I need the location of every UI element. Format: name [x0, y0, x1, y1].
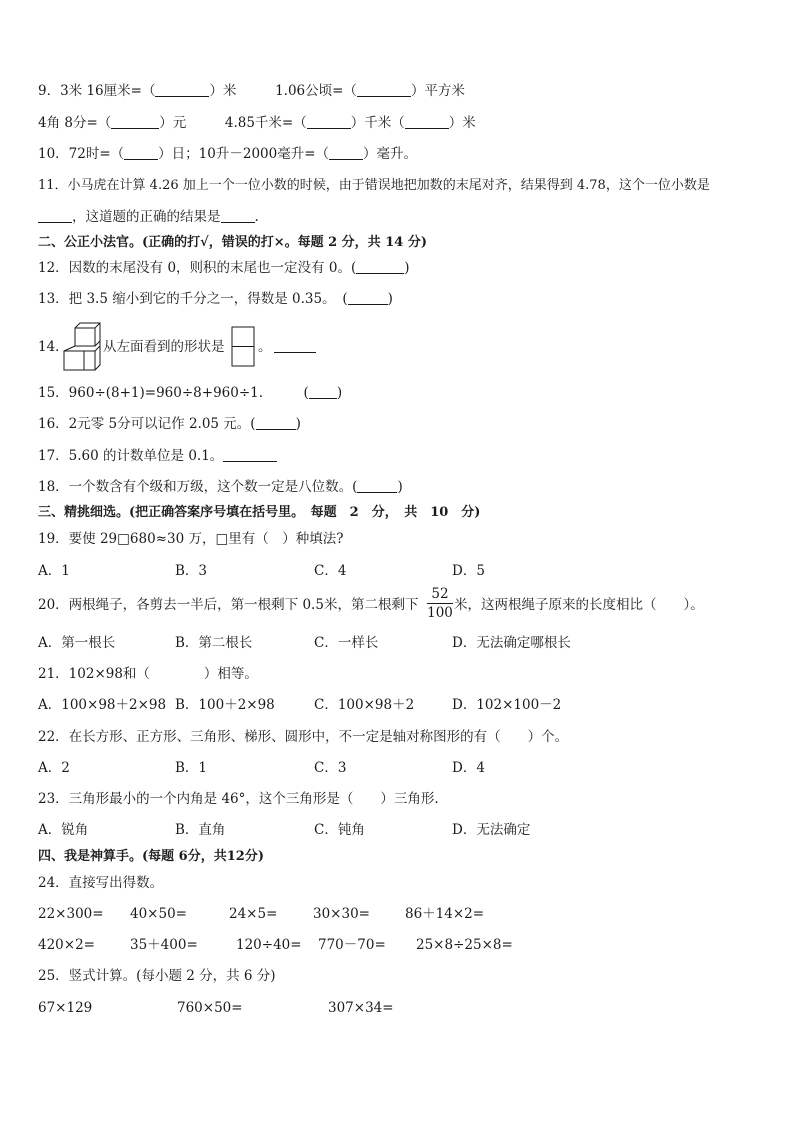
q19-option-c[interactable]: C．4 [314, 563, 347, 579]
section-4-heading: 四、我是神算手。(每题 6分，共12分) [38, 849, 264, 864]
stacked-cubes-figure [63, 322, 101, 372]
q10-part-a: 10．72时=（ [38, 146, 125, 162]
q24-r2-c2: 35＋400= [130, 937, 198, 953]
q22-option-d[interactable]: D．4 [452, 760, 485, 776]
q19-option-b[interactable]: B．3 [175, 563, 208, 579]
q13-text: 13．把 3.5 缩小到它的千分之一，得数是 0.35。 ( [38, 291, 348, 307]
answer-blank[interactable] [256, 415, 296, 430]
q24-r2-c4: 770－70= [318, 937, 386, 953]
q24-r1-c2: 40×50= [130, 906, 187, 922]
q22-option-b[interactable]: B．1 [175, 760, 208, 776]
q11-mid: ，这道题的正确的结果是 [72, 209, 221, 225]
answer-blank[interactable] [357, 478, 397, 493]
question-23: 23．三角形最小的一个内角是 46°，这个三角形是（ ）三角形. [38, 791, 439, 807]
q20-option-a[interactable]: A．第一根长 [38, 635, 116, 651]
answer-blank[interactable] [309, 384, 337, 399]
question-20-text-a: 20．两根绳子，各剪去一半后，第一根剩下 0.5米，第二根剩下 [38, 597, 419, 613]
question-16 [38, 415, 301, 433]
q22-option-a[interactable]: A．2 [38, 760, 70, 776]
section-3-heading: 三、精挑细选。(把正确答案序号填在括号里。 每题 2 分， 共 10 分) [38, 505, 481, 520]
question-9-line-2 [38, 114, 476, 132]
q9-part-d-mid: ）千米（ [350, 115, 405, 131]
q20-option-c[interactable]: C．一样长 [314, 635, 379, 651]
q21-option-b[interactable]: B．100＋2×98 [175, 697, 275, 713]
question-14-number: 14． [38, 339, 69, 355]
q21-option-a[interactable]: A．100×98＋2×98 [38, 697, 167, 713]
q18-end: ) [397, 479, 403, 495]
q25-item-3: 307×34= [328, 1000, 394, 1016]
answer-blank[interactable] [274, 338, 316, 353]
q23-option-a[interactable]: A．锐角 [38, 822, 89, 838]
q12-end: ) [404, 260, 410, 276]
answer-blank[interactable] [111, 114, 159, 129]
q21-option-d[interactable]: D．102×100－2 [452, 697, 562, 713]
q20-option-d[interactable]: D．无法确定哪根长 [452, 635, 571, 651]
answer-blank[interactable] [155, 82, 209, 97]
q23-option-c[interactable]: C．钝角 [314, 822, 365, 838]
fraction-52-over-100 [427, 586, 453, 621]
question-22: 22．在长方形、正方形、三角形、梯形、圆形中，不一定是轴对称图形的有（ ）个。 [38, 729, 569, 745]
answer-blank[interactable] [221, 208, 255, 223]
q24-r1-c1: 22×300= [38, 906, 104, 922]
question-13 [38, 290, 393, 308]
q16-text: 16．2元零 5分可以记作 2.05 元。( [38, 416, 256, 432]
answer-blank[interactable] [356, 259, 404, 274]
q16-end: ) [295, 416, 301, 432]
q24-r1-c3: 24×5= [229, 906, 278, 922]
answer-blank[interactable] [223, 447, 277, 462]
q11-end: . [254, 209, 259, 225]
fraction-numerator: 52 [431, 586, 449, 602]
q10-part-c: ）毫升。 [363, 146, 418, 162]
q9-part-c: 4角 8分=（ [38, 115, 112, 131]
q9-part-a: 9．3米 16厘米=（ [38, 83, 156, 99]
q15-text: 15．960÷(8+1)=960÷8+960÷1. ( [38, 385, 309, 401]
q12-text: 12．因数的末尾没有 0，则积的末尾也一定没有 0。( [38, 260, 357, 276]
q13-end: ) [387, 291, 393, 307]
question-14-text [103, 338, 225, 356]
q9-part-c-unit: ）元 [159, 115, 187, 131]
q25-item-2: 760×50= [177, 1000, 243, 1016]
question-24: 24．直接写出得数。 [38, 875, 164, 891]
answer-blank[interactable] [124, 145, 158, 160]
q24-r2-c3: 120÷40= [236, 937, 302, 953]
question-11-line-1 [38, 177, 710, 195]
section-2-heading: 二、公正小法官。(正确的打√，错误的打×。每题 2 分，共 14 分) [38, 235, 427, 250]
q10-part-b: ）日；10升－2000毫升=（ [158, 146, 330, 162]
q20-option-b[interactable]: B．第二根长 [175, 635, 253, 651]
q9-part-b-unit: ）平方米 [410, 83, 465, 99]
q25-item-1: 67×129 [38, 1000, 93, 1016]
q9-part-d-unit: ）米 [448, 115, 476, 131]
answer-blank[interactable] [329, 145, 363, 160]
side-view-figure [231, 326, 256, 368]
q17-text: 17．5.60 的计数单位是 0.1。 [38, 448, 224, 464]
q19-option-a[interactable]: A．1 [38, 563, 70, 579]
q15-end: ) [336, 385, 343, 401]
question-12 [38, 259, 410, 277]
answer-blank[interactable] [38, 208, 72, 223]
q9-part-b: 1.06公顷=（ [275, 83, 357, 99]
q9-part-a-unit: ）米 [209, 83, 237, 99]
question-21: 21．102×98和（ ）相等。 [38, 666, 258, 682]
question-19: 19．要使 29□680≈30 万，□里有（ ）种填法? [38, 531, 344, 547]
q23-option-d[interactable]: D．无法确定 [452, 822, 531, 838]
question-14-answer [258, 338, 316, 356]
q9-part-d: 4.85千米=（ [224, 115, 307, 131]
answer-blank[interactable] [307, 114, 351, 129]
question-11-line-2 [38, 208, 259, 226]
q19-option-d[interactable]: D．5 [452, 563, 485, 579]
q11-text: 11．小马虎在计算 4.26 加上一个一位小数的时候，由于错误地把加数的末尾对齐，结果得到 4.78，这个一位小数是 [38, 178, 710, 193]
q21-option-c[interactable]: C．100×98＋2 [314, 697, 415, 713]
fraction-bar [427, 603, 453, 604]
q14-text: 从左面看到的形状是 [103, 339, 225, 355]
answer-blank[interactable] [357, 82, 411, 97]
question-18 [38, 478, 403, 496]
answer-blank[interactable] [348, 290, 388, 305]
question-15 [38, 384, 342, 402]
question-17 [38, 447, 277, 465]
question-9-line-1 [38, 82, 465, 100]
q24-r1-c5: 86＋14×2= [405, 906, 485, 922]
answer-blank[interactable] [405, 114, 449, 129]
q23-option-b[interactable]: B．直角 [175, 822, 226, 838]
question-20-text-b: 米，这两根绳子原来的长度相比（ ）。 [454, 597, 704, 613]
q24-r2-c5: 25×8÷25×8= [416, 937, 513, 953]
fraction-denominator: 100 [427, 605, 453, 621]
q24-r2-c1: 420×2= [38, 937, 95, 953]
question-25: 25．竖式计算。(每小题 2 分，共 6 分) [38, 968, 276, 984]
q24-r1-c4: 30×30= [313, 906, 370, 922]
q22-option-c[interactable]: C．3 [314, 760, 347, 776]
q14-end: 。 [258, 339, 272, 355]
question-10 [38, 145, 417, 163]
q18-text: 18．一个数含有个级和万级，这个数一定是八位数。( [38, 479, 358, 495]
